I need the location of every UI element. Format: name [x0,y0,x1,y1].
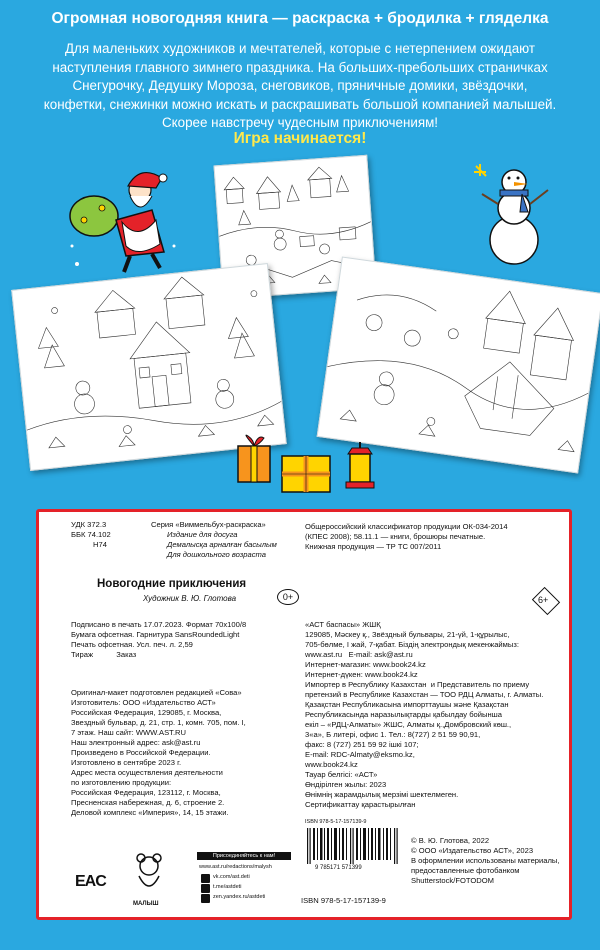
ru-line-5: 7 этаж. Наш сайт: WWW.AST.RU [71,728,187,737]
social-header: Присоединяйтесь к нам! [197,852,291,860]
ru-line-9: Адрес места осуществления деятельности [71,768,223,777]
vk-icon [201,874,210,883]
lantern-illustration [340,440,380,492]
book-title: Новогодние приключения [97,578,247,590]
bear-mascot-logo-icon [129,852,169,896]
kz-line-19: Сертификаттау қарастырылған [305,800,416,809]
telegram-icon [201,884,210,893]
age-rating-badge-6: 6+ [538,595,549,605]
kz-line-7: Импортер в Республику Казахстан и Представитель по приему [305,680,530,689]
call-to-action: Игра начинается! [233,130,367,147]
kz-line-3: 705-бөлме, I жай, 7-қабат. Біздің электрондық мекенжаймыз: [305,640,519,649]
gift-box-yellow-illustration [278,452,334,496]
santa-claus-illustration [64,160,194,278]
kz-line-13: факс: 8 (727) 251 59 92 ішкі 107; [305,740,419,749]
classifier-line-3: Книжная продукция — ТР ТС 007/2011 [305,542,442,551]
kz-line-5: Интернет-магазин: www.book24.kz [305,660,426,669]
kz-line-10: Республикасында наразылықтарды қабылдау бойынша [305,710,502,719]
ru-line-8: Изготовлено в сентябре 2023 г. [71,758,182,767]
kz-line-6: Интернет-дүкен: www.book24.kz [305,670,418,679]
kz-line-15: www.book24.kz [305,760,358,769]
copyright-line-2: © ООО «Издательство АСТ», 2023 [411,846,534,855]
print-detail-2: Бумага офсетная. Гарнитура SansRoundedLight [71,630,240,639]
cover-headline: Огромная новогодняя книга — раскраска + бродилка + гляделка [51,10,549,27]
kz-line-18: Өнімнің жарамдылық мерзімі шектелмеген. [305,790,459,799]
ru-line-11: Российская Федерация, 123112, г. Москва, [71,788,221,797]
copyright-line-4: предоставленные фотобанком [411,866,520,875]
isbn-large: ISBN 978-5-17-157139-9 [301,896,386,905]
imprint-card [36,509,572,920]
barcode-digits: 9 785171 571399 [315,865,362,871]
social-link-telegram[interactable]: t.me/astdeti [213,884,242,890]
classifier-line-1: Общероссийский классификатор продукции ОК-034-2014 [305,522,508,531]
imprint-logo-text: МАЛЫШ [133,901,159,907]
social-link-site[interactable]: www.ast.ru/redactions/malysh [199,864,272,870]
kz-line-2: 129085, Мәскеу қ., Звёздный бульвары, 21-үй, 1-құрылыс, [305,630,510,639]
artist-credit: Художник В. Ю. Глотова [143,594,237,603]
copyright-line-5: Shutterstock/FOTODOM [411,876,494,885]
ru-line-13: Деловой комплекс «Империя», 14, 15 этажи. [71,808,229,817]
kz-line-11: екіл – «РДЦ-Алматы» ЖШС, Алматы қ.,Домбровский көш., [305,720,512,729]
ru-line-10: по изготовлению продукции: [71,778,172,787]
kz-line-17: Өндірілген жылы: 2023 [305,780,387,789]
udk-code: УДК 372.3 [71,520,107,529]
age-group: Для дошкольного возраста [167,550,267,559]
gift-box-orange-illustration [232,430,276,488]
copyright-line-1: © В. Ю. Глотова, 2022 [411,836,490,845]
series-label: Серия «Виммельбух-раскраска» [151,520,266,529]
print-detail-3: Печать офсетная. Усл. печ. л. 2,59 [71,640,193,649]
ru-line-1: Оригинал-макет подготовлен редакцией «Сова» [71,688,242,697]
copyright-line-3: В оформлении использованы материалы, [411,856,560,865]
author-code: Н74 [93,540,107,549]
kz-line-16: Тауар белгісі: «АСТ» [305,770,378,779]
ru-line-7: Произведено в Российской Федерации. [71,748,211,757]
ru-line-4: Звездный бульвар, д. 21, стр. 1, комн. 705, пом. I, [71,718,246,727]
classifier-line-2: (КПЕС 2008); 58.11.1 — книги, брошюры печатные. [305,532,486,541]
ru-line-2: Изготовитель: ООО «Издательство АСТ» [71,698,216,707]
isbn-small: ISBN 978-5-17-157139-9 [305,819,367,825]
eac-mark: EAC [75,873,106,890]
edition-ru: Издание для досуга [167,530,238,539]
print-detail-4: Тираж Заказ [71,650,137,659]
social-link-zen[interactable]: zen.yandex.ru/astdeti [213,894,266,900]
bbk-code: ББК 74.102 [71,530,111,539]
kz-line-4: www.ast.ru E-mail: ask@ast.ru [305,650,413,659]
age-rating-badge-0: 0+ [277,589,299,605]
ru-line-12: Пресненская набережная, д. 6, строение 2. [71,798,225,807]
kz-line-1: «АСТ баспасы» ЖШҚ [305,620,381,629]
print-detail-1: Подписано в печать 17.07.2023. Формат 70x100/8 [71,620,247,629]
ru-line-6: Наш электронный адрес: ask@ast.ru [71,738,201,747]
kz-line-14: E-mail: RDC-Almaty@eksmo.kz, [305,750,415,759]
ru-line-3: Российская Федерация, 129085, г. Москва, [71,708,222,717]
cover-description: Для маленьких художников и мечтателей, которые с нетерпением ожидают наступления главного зимнего праздника. На больших-пребольших страничках Снегурочку, Дедушку Мороза, снеговиков, пряничные домики, звёздочки, конфетки, снежинки можно искать и раскрашивать большой компанией малышей. Скорее навстречу чудесным приключениям! [43,41,557,130]
edition-kz: Демалысқа арналған басылым [167,540,277,549]
kz-line-8: претензий в Республике Казахстан — ТОО РДЦ Алматы, г. Алматы. [305,690,544,699]
snowman-illustration [458,160,558,266]
zen-icon [201,894,210,903]
kz-line-12: 3«а», Б литері, офис 1. Тел.: 8(727) 2 51 59 90,91, [305,730,481,739]
kz-line-9: Қазақстан Республикасына импорттаушы және Қазақстан [305,700,509,709]
social-link-vk[interactable]: vk.com/ast.deti [213,874,250,880]
barcode-icon [305,828,401,864]
